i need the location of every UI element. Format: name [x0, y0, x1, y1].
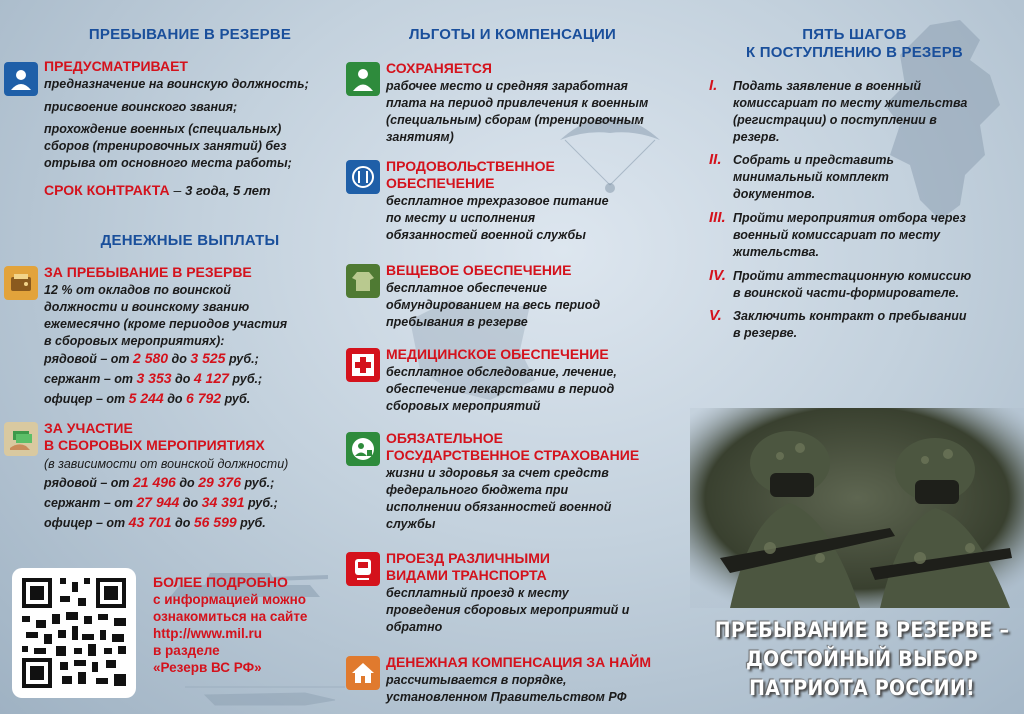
step-number: III. [709, 209, 726, 226]
more-line-2: с информацией можно [153, 592, 306, 607]
heading-benefits: ЛЬГОТЫ И КОМПЕНСАЦИИ [409, 26, 616, 43]
more-line-6: «Резерв ВС РФ» [153, 660, 262, 675]
benefit-text: проведения сборовых мероприятий и [386, 603, 630, 617]
column-reserve [0, 0, 340, 714]
benefit-title: ВИДАМИ ТРАНСПОРТА [386, 567, 547, 583]
step-number: IV. [709, 267, 726, 284]
step-text: Пройти мероприятия отбора через [733, 211, 966, 225]
step-text: в резерве. [733, 326, 798, 340]
benefit-text: бесплатное обследование, лечение, [386, 365, 617, 379]
training-title-1: ЗА УЧАСТИЕ [44, 420, 133, 436]
wallet-icon [4, 266, 38, 300]
benefit-text: пребывания в резерве [386, 315, 528, 329]
benefit-text: по месту и исполнения [386, 211, 536, 225]
benefit-text: рассчитывается в порядке, [386, 673, 567, 687]
training-rate-private: рядовой – от 21 496 до 29 376 руб.; [44, 474, 275, 490]
provides-line-4: сборов (тренировочных занятий) без [44, 139, 287, 153]
contract-row [44, 182, 271, 199]
train-icon [346, 552, 380, 586]
benefit-title: ОБЕСПЕЧЕНИЕ [386, 175, 495, 191]
step-text: в воинской части-формирователе. [733, 286, 959, 300]
benefit-title: ОБЯЗАТЕЛЬНОЕ [386, 430, 503, 446]
benefit-text: федерального бюджета при [386, 483, 569, 497]
heading-steps-1: ПЯТЬ ШАГОВ [802, 26, 907, 43]
benefit-title: ГОСУДАРСТВЕННОЕ СТРАХОВАНИЕ [386, 447, 640, 463]
more-line-3: ознакомиться на сайте [153, 609, 308, 624]
contract-dash: – [173, 182, 182, 198]
soldiers-photo [690, 408, 1024, 608]
reserve-line-3: ежемесячно (кроме периодов участия [44, 317, 288, 331]
benefit-title: ПРОДОВОЛЬСТВЕННОЕ [386, 158, 555, 174]
reserve-rate-sergeant: сержант – от 3 353 до 4 127 руб.; [44, 370, 263, 386]
reserve-rate-officer: офицер – от 5 244 до 6 792 руб. [44, 390, 251, 406]
benefit-text: установленном Правительством РФ [386, 690, 627, 704]
provides-line-1: предназначение на воинскую должность; [44, 77, 309, 91]
more-link[interactable]: http://www.mil.ru [153, 626, 262, 641]
money-hand-icon [4, 422, 38, 456]
benefit-title: ВЕЩЕВОЕ ОБЕСПЕЧЕНИЕ [386, 262, 572, 278]
step-number: I. [709, 77, 718, 94]
house-icon [346, 656, 380, 690]
benefit-text: исполнении обязанностей военной [386, 500, 612, 514]
slogan [700, 616, 1024, 703]
benefit-text: обратно [386, 620, 443, 634]
benefit-text: службы [386, 517, 436, 531]
reserve-line-2: должности и воинскому званию [44, 300, 250, 314]
step-text: жительства. [733, 245, 819, 259]
more-title: БОЛЕЕ ПОДРОБНО [153, 574, 288, 590]
plate-cutlery-icon [346, 160, 380, 194]
step-text: резерв. [733, 130, 780, 144]
step-text: военный комиссариат по месту [733, 228, 941, 242]
training-note: (в зависимости от воинской должности) [44, 457, 289, 471]
uniform-icon [346, 264, 380, 298]
benefit-text: жизни и здоровья за счет средств [386, 466, 609, 480]
provides-line-2: присвоение воинского звания; [44, 100, 238, 114]
benefit-text: (специальным) сборам (тренировочным [386, 113, 644, 127]
heading-reserve: ПРЕБЫВАНИЕ В РЕЗЕРВЕ [88, 26, 292, 43]
worker-icon [346, 62, 380, 96]
benefit-text: сборовых мероприятий [386, 399, 541, 413]
more-line-5: в разделе [153, 643, 220, 658]
provides-title: ПРЕДУСМАТРИВАЕТ [44, 58, 188, 74]
reserve-line-1: 12 % от окладов по воинской [44, 283, 231, 297]
contract-value: 3 года, 5 лет [185, 183, 271, 198]
contract-label: СРОК КОНТРАКТА [44, 182, 170, 198]
benefit-text: обеспечение лекарствами в период [386, 382, 615, 396]
slogan-line-3: ПАТРИОТА РОССИИ! [749, 676, 975, 700]
benefit-text: рабочее место и средняя заработная [386, 79, 628, 93]
benefit-text: бесплатное обеспечение [386, 281, 547, 295]
step-text: Пройти аттестационную комиссию [733, 269, 972, 283]
reserve-line-4: в сборовых мероприятиях): [44, 334, 225, 348]
benefit-title: СОХРАНЯЕТСЯ [386, 60, 492, 76]
step-text: минимальный комплект [733, 170, 889, 184]
benefit-title: ДЕНЕЖНАЯ КОМПЕНСАЦИЯ ЗА НАЙМ [386, 654, 652, 670]
qr-code-pattern [12, 568, 136, 698]
reserve-rate-private: рядовой – от 2 580 до 3 525 руб.; [44, 350, 259, 366]
step-text: Собрать и представить [733, 153, 894, 167]
column-benefits [340, 0, 685, 714]
training-rate-officer: офицер – от 43 701 до 56 599 руб. [44, 514, 266, 530]
provides-line-3: прохождение военных (специальных) [44, 122, 282, 136]
training-title-2: В СБОРОВЫХ МЕРОПРИЯТИЯХ [44, 437, 265, 453]
slogan-line-2: ДОСТОЙНЫЙ ВЫБОР [745, 647, 979, 671]
step-text: комиссариат по месту жительства [733, 96, 968, 110]
step-number: V. [709, 307, 722, 324]
step-text: документов. [733, 187, 816, 201]
medical-cross-icon [346, 348, 380, 382]
reserve-title: ЗА ПРЕБЫВАНИЕ В РЕЗЕРВЕ [44, 264, 252, 280]
benefit-text: обмундированием на весь период [386, 298, 601, 312]
heading-payments: ДЕНЕЖНЫЕ ВЫПЛАТЫ [100, 232, 280, 249]
step-number: II. [709, 151, 722, 168]
training-rate-sergeant: сержант – от 27 944 до 34 391 руб.; [44, 494, 278, 510]
step-text: Заключить контракт о пребывании [733, 309, 967, 323]
insurance-icon [346, 432, 380, 466]
benefit-text: обязанностей военной службы [386, 228, 586, 242]
step-text: (регистрации) о поступлении в [733, 113, 937, 127]
benefit-text: бесплатное трехразовое питание [386, 194, 609, 208]
heading-steps-2: К ПОСТУПЛЕНИЮ В РЕЗЕРВ [746, 44, 963, 61]
provides-line-5: отрыва от основного места работы; [44, 156, 292, 170]
benefit-title: ПРОЕЗД РАЗЛИЧНЫМИ [386, 550, 550, 566]
benefit-text: занятиям) [386, 130, 454, 144]
slogan-line-1: ПРЕБЫВАНИЕ В РЕЗЕРВЕ – [714, 618, 1010, 642]
benefit-title: МЕДИЦИНСКОЕ ОБЕСПЕЧЕНИЕ [386, 346, 609, 362]
person-icon [4, 62, 38, 96]
step-text: Подать заявление в военный [733, 79, 921, 93]
benefit-text: плата на период привлечения к военным [386, 96, 649, 110]
qr-code[interactable] [12, 568, 136, 698]
benefit-text: бесплатный проезд к месту [386, 586, 569, 600]
